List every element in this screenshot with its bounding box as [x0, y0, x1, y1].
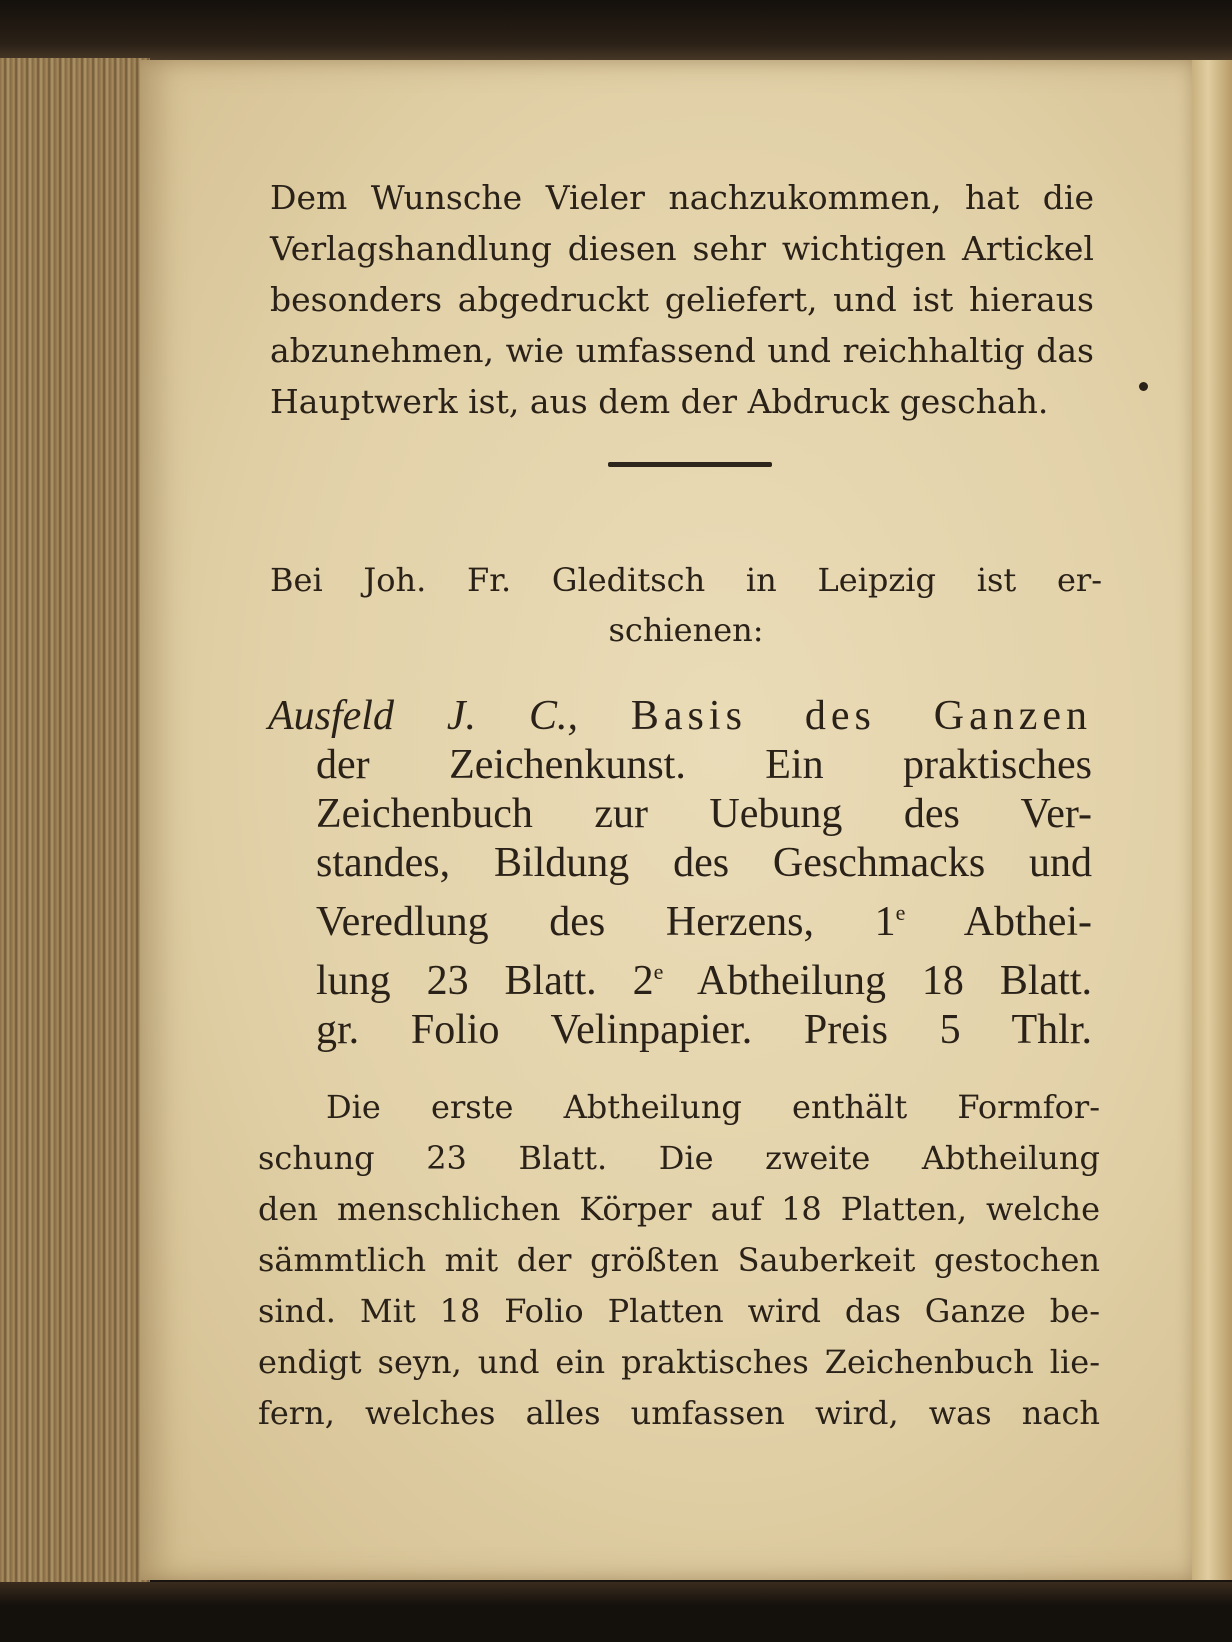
facing-page-edge [1192, 60, 1232, 1580]
ink-speck [1139, 382, 1148, 391]
text-line: fern, welches alles umfassen wird, was nach [258, 1394, 1100, 1432]
text-line: Dem Wunsche Vieler nachzukommen, hat die [270, 178, 1094, 217]
book-bottom-edge [0, 1582, 1232, 1642]
text-line: Die erste Abtheilung enthält Formfor- [326, 1088, 1100, 1126]
listing-heading-line [268, 692, 1092, 741]
intro-paragraph [270, 172, 1094, 427]
text-line: Verlagshandlung diesen sehr wichtigen Artickel [270, 229, 1094, 268]
text-line: besonders abgedruckt geliefert, und ist hieraus [270, 280, 1094, 319]
text-line: den menschlichen Körper auf 18 Platten, welche [258, 1190, 1100, 1228]
text-line: standes, Bildung des Geschmacks und [316, 840, 1092, 886]
publisher-announcement [270, 555, 1102, 655]
text-line: abzunehmen, wie umfassend und reichhaltig das [270, 331, 1094, 370]
text-line: Hauptwerk ist, aus dem der Abdruck geschah. [270, 382, 1049, 421]
section-divider [608, 462, 772, 467]
text-line: der Zeichenkunst. Ein praktisches [316, 742, 1092, 788]
text-line: sind. Mit 18 Folio Platten wird das Ganze be- [258, 1292, 1100, 1330]
description-paragraph [258, 1082, 1100, 1439]
text-line: schung 23 Blatt. Die zweite Abtheilung [258, 1139, 1100, 1177]
book-page-edges [0, 58, 150, 1586]
book-top-edge [0, 0, 1232, 62]
listing-title: Basis des Ganzen [630, 693, 1092, 739]
text-line: sämmtlich mit der größten Sauberkeit gestochen [258, 1241, 1100, 1279]
author-name: Ausfeld J. C., [268, 693, 578, 739]
text-line: endigt seyn, und ein praktisches Zeichenbuch lie- [258, 1343, 1100, 1381]
text-line: Bei Joh. Fr. Gleditsch in Leipzig ist er- [270, 561, 1102, 599]
text-line: lung 23 Blatt. 2e Abtheilung 18 Blatt. [316, 958, 1092, 1004]
text-line: gr. Folio Velinpapier. Preis 5 Thlr. [316, 1007, 1092, 1053]
text-line: Veredlung des Herzens, 1e Abthei- [316, 899, 1092, 945]
text-line: schienen: [608, 611, 764, 649]
book-listing [268, 692, 1092, 1055]
text-line: Zeichenbuch zur Uebung des Ver- [316, 791, 1092, 837]
